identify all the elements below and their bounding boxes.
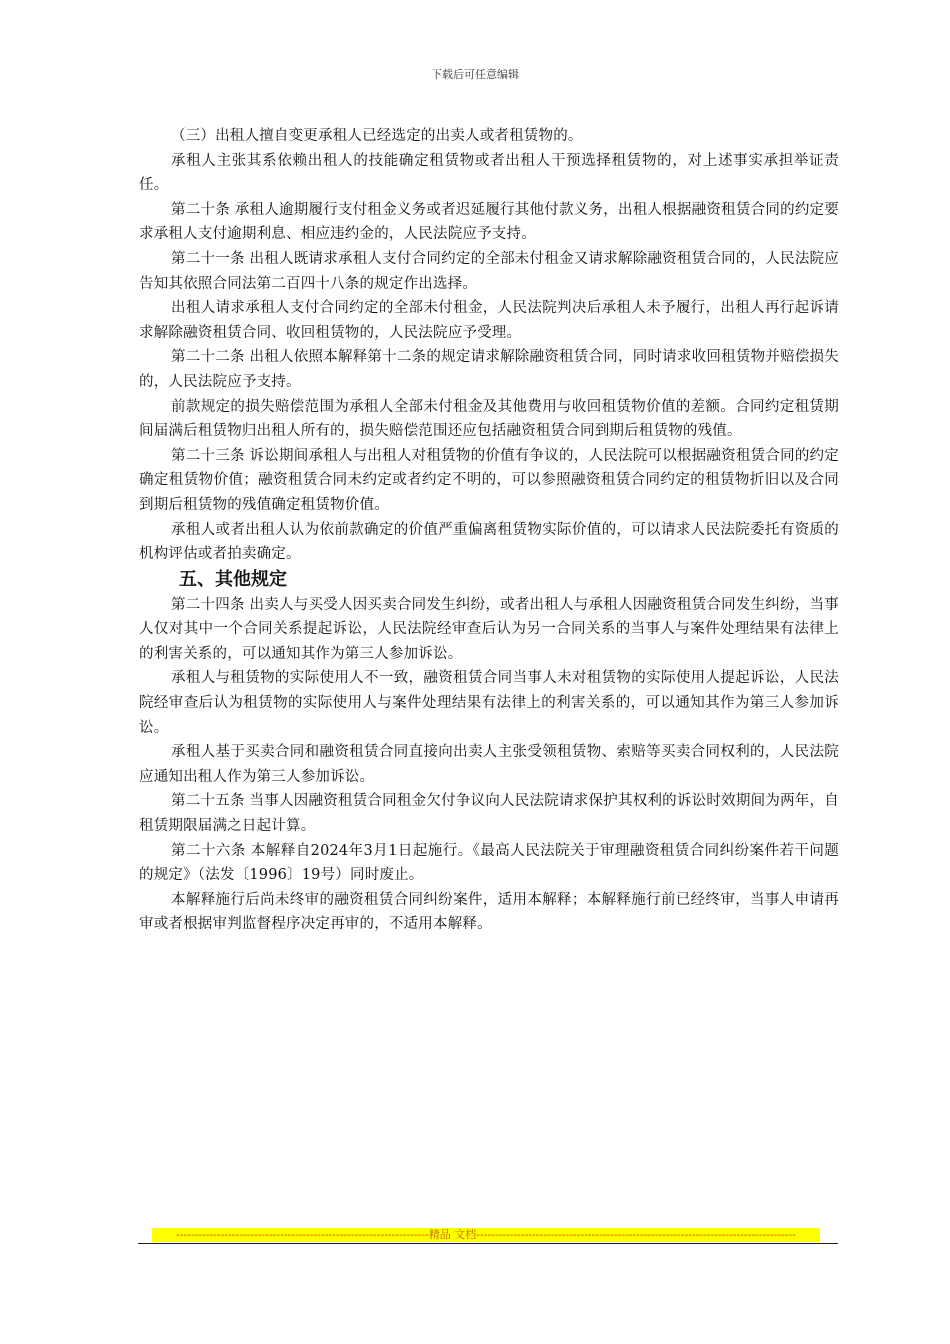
article-26: 第二十六条 本解释自2024年3月1日起施行。《最高人民法院关于审理融资租赁合同纠纷案件若干问题的规定》（法发〔1996〕19号）同时废止。	[139, 842, 839, 884]
paragraph: 承租人与租赁物的实际使用人不一致，融资租赁合同当事人未对租赁物的实际使用人提起诉讼，人民法院经审查后认为租赁物的实际使用人与案件处理结果有法律上的利害关系的，可以通知其作为第三人参加诉讼。	[139, 670, 839, 736]
footer-mark: 精品 文档	[428, 1228, 477, 1241]
paragraph: 前款规定的损失赔偿范围为承租人全部未付租金及其他费用与收回租赁物价值的差额。合同约定租赁期间届满后租赁物归出租人所有的，损失赔偿范围还应包括融资租赁合同到期后租赁物的残值。	[139, 398, 839, 440]
article-20: 第二十条 承租人逾期履行支付租金义务或者迟延履行其他付款义务，出租人根据融资租赁合同的约定要求承租人支付逾期利息、相应违约金的，人民法院应予支持。	[139, 201, 839, 243]
article-23: 第二十三条 诉讼期间承租人与出租人对租赁物的价值有争议的，人民法院可以根据融资租赁合同的约定确定租赁物价值；融资租赁合同未约定或者约定不明的，可以参照融资租赁合同约定的租赁物折旧以及合同到期后租赁物的残值确定租赁物价值。	[139, 447, 839, 513]
paragraph: 承租人基于买卖合同和融资租赁合同直接向出卖人主张受领租赁物、索赔等买卖合同权利的，人民法院应通知出租人作为第三人参加诉讼。	[139, 744, 839, 785]
footer-band	[152, 1228, 820, 1242]
footer-rule	[138, 1243, 838, 1244]
paragraph: （三）出租人擅自变更承租人已经选定的出卖人或者租赁物的。	[171, 128, 583, 144]
header-note: 下载后可任意编辑	[431, 68, 519, 81]
paragraph: 承租人或者出租人认为依前款确定的价值严重偏离租赁物实际价值的，可以请求人民法院委托有资质的机构评估或者拍卖确定。	[139, 521, 839, 563]
article-24: 第二十四条 出卖人与买受人因买卖合同发生纠纷，或者出租人与承租人因融资租赁合同发生纠纷，当事人仅对其中一个合同关系提起诉讼，人民法院经审查后认为另一合同关系的当事人与案件处理结果有法律上的利害关系的，可以通知其作为第三人参加诉讼。	[139, 596, 839, 662]
document-body	[139, 124, 839, 937]
paragraph: 出租人请求承租人支付合同约定的全部未付租金，人民法院判决后承租人未予履行，出租人再行起诉请求解除融资租赁合同、收回租赁物的，人民法院应予受理。	[139, 300, 839, 341]
article-21: 第二十一条 出租人既请求承租人支付合同约定的全部未付租金又请求解除融资租赁合同的，人民法院应告知其依照合同法第二百四十八条的规定作出选择。	[139, 250, 839, 292]
section-heading: 五、其他规定	[179, 568, 287, 590]
article-22: 第二十二条 出租人依照本解释第十二条的规定请求解除融资租赁合同，同时请求收回租赁物并赔偿损失的，人民法院应予支持。	[139, 349, 839, 390]
article-25: 第二十五条 当事人因融资租赁合同租金欠付争议向人民法院请求保护其权利的诉讼时效期间为两年，自租赁期限届满之日起计算。	[139, 793, 839, 835]
footer-dashes-right: --------------------------------------------------------------------------------------	[476, 1228, 796, 1241]
paragraph: 承租人主张其系依赖出租人的技能确定租赁物或者出租人干预选择租赁物的，对上述事实承担举证责任。	[139, 152, 839, 194]
paragraph: 本解释施行后尚未终审的融资租赁合同纠纷案件，适用本解释；本解释施行前已经终审，当事人申请再审或者根据审判监督程序决定再审的，不适用本解释。	[139, 891, 839, 933]
footer-dashes-left: --------------------------------------------------------------------	[176, 1228, 429, 1241]
